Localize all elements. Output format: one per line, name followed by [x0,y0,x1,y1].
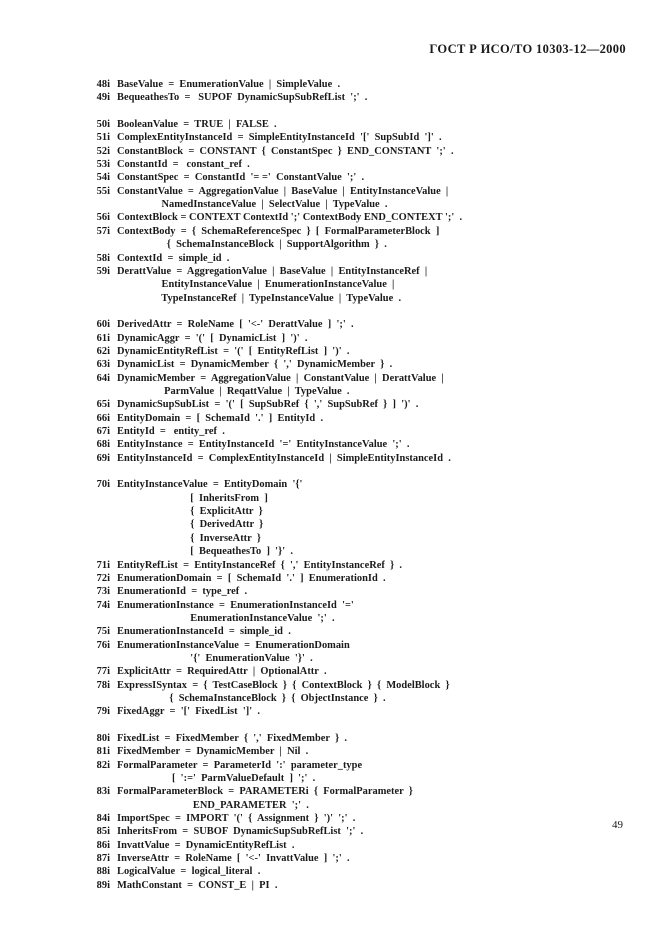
page-number: 49 [612,819,623,831]
grammar-rule-line: EntityInstanceId = ComplexEntityInstanceId | SimpleEntityInstanceId . [117,452,451,464]
grammar-rule-number: 76i [96,639,110,651]
grammar-rule [88,585,608,598]
grammar-rule-number: 49i [96,92,110,104]
grammar-rule [88,265,608,305]
grammar-rule-continuation-line: { SchemaInstanceBlock } { ObjectInstance } . [117,692,386,704]
grammar-rule-continuation-line: { SchemaInstanceBlock | SupportAlgorithm } . [117,239,387,251]
grammar-rule-number: 62i [96,345,110,357]
grammar-rule [88,438,608,451]
grammar-rule-text [117,372,608,399]
grammar-rule-text [117,78,608,91]
grammar-rule [88,852,608,865]
grammar-rule-number: 57i [96,225,110,237]
grammar-rule-line: ComplexEntityInstanceId = SimpleEntityInstanceId '[' SupSubId ']' . [117,132,442,144]
grammar-rule [88,625,608,638]
grammar-rule-line: DynamicAggr = '(' [ DynamicList ] ')' . [117,332,308,344]
grammar-rule [88,332,608,345]
grammar-rule-line: EntityDomain = [ SchemaId '.' ] EntityId . [117,412,324,424]
grammar-rule-continuation-line: { InverseAttr } [117,532,261,544]
grammar-rule-line: EntityInstance = EntityInstanceId '=' EntityInstanceValue ';' . [117,439,410,451]
grammar-rule [88,185,608,212]
grammar-rule [88,358,608,371]
grammar-rule-line: ExpressISyntax = { TestCaseBlock } { ContextBlock } { ModelBlock } [117,679,450,691]
grammar-rule [88,478,608,558]
grammar-rule-line: BaseValue = EnumerationValue | SimpleValue . [117,79,341,90]
grammar-rule-line: FormalParameterBlock = PARAMETERi { FormalParameter } [117,786,413,798]
grammar-rule [88,759,608,786]
grammar-rule-text [117,252,608,265]
grammar-rule-continuation-line: [ ':=' ParmValueDefault ] ';' . [117,773,316,785]
grammar-rule-text [117,825,608,838]
grammar-rule [88,171,608,184]
grammar-rule-text [117,358,608,371]
grammar-rule-line: FixedList = FixedMember { ',' FixedMember } . [117,733,348,745]
grammar-rule-text [117,745,608,758]
grammar-rule-line: ConstantValue = AggregationValue | BaseValue | EntityInstanceValue | [117,185,449,197]
grammar-rule-line: ContextBody = { SchemaReferenceSpec } [ FormalParameterBlock ] [117,225,440,237]
grammar-rule [88,345,608,358]
grammar-rule [88,158,608,171]
grammar-rule-text [117,759,608,786]
grammar-rule-text [117,478,608,558]
grammar-rule-continuation-line: ParmValue | ReqattValue | TypeValue . [117,386,350,397]
grammar-rule-number: 71i [96,559,110,571]
grammar-rule [88,745,608,758]
grammar-rule-text [117,211,608,224]
grammar-rule [88,865,608,878]
running-header-standard-title: ГОСТ Р ИСО/ТО 10303-12—2000 [429,42,626,56]
grammar-rule-line: ExplicitAttr = RequiredAttr | OptionalAttr . [117,666,327,678]
grammar-rule-number: 48i [96,79,110,90]
grammar-production-list [88,78,608,892]
grammar-rule-text [117,318,608,331]
grammar-rule-line: FixedMember = DynamicMember | Nil . [117,746,309,758]
grammar-rule-line: ConstantSpec = ConstantId '= =' ConstantValue ';' . [117,172,365,184]
grammar-rule-number: 66i [96,412,110,424]
grammar-rule-line: FixedAggr = '[' FixedList ']' . [117,706,260,718]
grammar-rule-number: 80i [96,733,110,745]
grammar-rule-number: 63i [96,359,110,371]
grammar-rule-text [117,852,608,865]
grammar-rule-line: BooleanValue = TRUE | FALSE . [117,119,277,131]
grammar-rule-text [117,705,608,718]
grammar-rule [88,398,608,411]
grammar-rule-line: BequeathesTo = SUPOF DynamicSupSubRefList ';' . [117,92,368,104]
grammar-rule-number: 65i [96,399,110,411]
grammar-rule-text [117,639,608,666]
grammar-rule-line: InvattValue = DynamicEntityRefList . [117,839,295,851]
grammar-rule-text [117,438,608,451]
grammar-rule [88,839,608,852]
grammar-rule-text [117,425,608,438]
grammar-rule-text [117,559,608,572]
grammar-rule [88,572,608,585]
grammar-rule-continuation-line: EnumerationInstanceValue ';' . [117,612,335,624]
grammar-rule-number: 51i [96,132,110,144]
grammar-rule [88,225,608,252]
grammar-rule-text [117,118,608,131]
grammar-rule [88,118,608,131]
grammar-rule-continuation-line: TypeInstanceRef | TypeInstanceValue | TypeValue . [117,292,402,304]
grammar-rule-line: DynamicEntityRefList = '(' [ EntityRefList ] ')' . [117,345,350,357]
grammar-rule-number: 78i [96,679,110,691]
grammar-rule-number: 86i [96,839,110,851]
grammar-rule-number: 79i [96,706,110,718]
grammar-rule-line: DerattValue = AggregationValue | BaseValue | EntityInstanceRef | [117,265,428,277]
grammar-rule [88,372,608,399]
grammar-rule-text [117,785,608,812]
grammar-rule-number: 84i [96,813,110,825]
grammar-rule-text [117,665,608,678]
grammar-rule-continuation-line: { ExplicitAttr } [117,506,263,518]
grammar-rule [88,452,608,465]
grammar-rule-number: 67i [96,426,110,438]
grammar-rule-text [117,679,608,706]
grammar-rule [88,732,608,745]
grammar-rule-number: 88i [96,866,110,878]
grammar-rule-text [117,839,608,852]
grammar-rule-line: EnumerationInstanceId = simple_id . [117,626,291,638]
grammar-rule-number: 81i [96,746,110,758]
grammar-rule [88,412,608,425]
grammar-rule-number: 52i [96,145,110,157]
grammar-rule [88,425,608,438]
grammar-rule-text [117,452,608,465]
grammar-rule-text [117,158,608,171]
grammar-rule-text [117,225,608,252]
grammar-rule-continuation-line: [ InheritsFrom ] [117,492,268,504]
grammar-rule [88,599,608,626]
grammar-rule-line: ContextBlock = CONTEXT ContextId ';' ContextBody END_CONTEXT ';' . [117,212,463,224]
grammar-rule [88,78,608,91]
grammar-rule-text [117,131,608,144]
grammar-group-separator [88,305,608,318]
grammar-rule-number: 53i [96,159,110,171]
grammar-rule-line: InverseAttr = RoleName [ '<-' InvattValue ] ';' . [117,853,350,865]
grammar-rule-text [117,332,608,345]
grammar-rule-text [117,879,608,892]
grammar-rule-line: ImportSpec = IMPORT '(' { Assignment } ')' ';' . [117,813,356,825]
grammar-rule [88,91,608,104]
grammar-rule-text [117,732,608,745]
grammar-rule-line: LogicalValue = logical_literal . [117,866,261,878]
grammar-rule-continuation-line: '{' EnumerationValue '}' . [117,652,313,664]
grammar-rule-number: 85i [96,826,110,838]
grammar-rule-line: DynamicSupSubList = '(' [ SupSubRef { ',' SupSubRef } ] ')' . [117,399,419,411]
grammar-rule-continuation-line: NamedInstanceValue | SelectValue | TypeValue . [117,199,388,211]
grammar-rule [88,705,608,718]
grammar-rule [88,145,608,158]
grammar-rule-number: 75i [96,626,110,638]
grammar-rule-text [117,145,608,158]
grammar-group-separator [88,465,608,478]
grammar-rule-number: 55i [96,185,110,197]
grammar-rule [88,825,608,838]
grammar-rule [88,812,608,825]
grammar-rule-text [117,625,608,638]
grammar-rule-text [117,398,608,411]
grammar-rule-line: FormalParameter = ParameterId ':' parameter_type [117,759,363,771]
grammar-rule [88,252,608,265]
grammar-rule-continuation-line: [ BequeathesTo ] '}' . [117,546,293,558]
grammar-rule-number: 56i [96,212,110,224]
grammar-rule-line: MathConstant = CONST_E | PI . [117,879,278,891]
grammar-rule-text [117,185,608,212]
grammar-rule-line: EnumerationInstanceValue = EnumerationDomain [117,639,350,651]
grammar-rule-line: EnumerationId = type_ref . [117,586,248,598]
grammar-rule-line: EntityInstanceValue = EntityDomain '{' [117,479,303,491]
grammar-rule-text [117,171,608,184]
grammar-rule-number: 89i [96,879,110,891]
grammar-rule-line: EnumerationDomain = [ SchemaId '.' ] EnumerationId . [117,572,386,584]
grammar-rule-text [117,599,608,626]
grammar-rule-number: 73i [96,586,110,598]
grammar-rule-line: DynamicMember = AggregationValue | ConstantValue | DerattValue | [117,372,444,384]
grammar-rule-text [117,812,608,825]
grammar-rule-number: 54i [96,172,110,184]
grammar-rule-line: ConstantBlock = CONSTANT { ConstantSpec } END_CONSTANT ';' . [117,145,454,157]
grammar-rule-number: 60i [96,319,110,331]
grammar-rule-line: DynamicList = DynamicMember { ',' DynamicMember } . [117,359,393,371]
grammar-rule-number: 70i [96,479,110,491]
grammar-rule [88,559,608,572]
grammar-rule-text [117,865,608,878]
grammar-rule [88,879,608,892]
grammar-rule-number: 83i [96,786,110,798]
grammar-rule [88,318,608,331]
grammar-rule-number: 61i [96,332,110,344]
grammar-rule [88,639,608,666]
grammar-group-separator [88,105,608,118]
grammar-rule-number: 82i [96,759,110,771]
grammar-rule-number: 68i [96,439,110,451]
grammar-rule-continuation-line: END_PARAMETER ';' . [117,799,309,811]
grammar-rule-number: 69i [96,452,110,464]
grammar-rule-line: InheritsFrom = SUBOF DynamicSupSubRefList ';' . [117,826,364,838]
grammar-rule-number: 87i [96,853,110,865]
grammar-rule [88,131,608,144]
grammar-rule-number: 72i [96,572,110,584]
grammar-rule [88,679,608,706]
grammar-rule-text [117,412,608,425]
grammar-rule-text [117,585,608,598]
grammar-rule-number: 58i [96,252,110,264]
grammar-rule-text [117,91,608,104]
grammar-rule-line: EnumerationInstance = EnumerationInstanceId '=' [117,599,354,611]
grammar-rule-number: 77i [96,666,110,678]
grammar-rule [88,211,608,224]
grammar-rule-text [117,265,608,305]
grammar-group-separator [88,719,608,732]
grammar-rule-line: ConstantId = constant_ref . [117,159,250,171]
grammar-rule-continuation-line: EntityInstanceValue | EnumerationInstanceValue | [117,279,395,291]
grammar-rule-number: 50i [96,119,110,131]
grammar-rule-number: 64i [96,372,110,384]
grammar-rule-text [117,572,608,585]
grammar-rule-line: DerivedAttr = RoleName [ '<-' DerattValue ] ';' . [117,319,354,331]
grammar-rule [88,665,608,678]
grammar-rule-line: EntityRefList = EntityInstanceRef { ',' EntityInstanceRef } . [117,559,403,571]
grammar-rule-line: EntityId = entity_ref . [117,426,225,438]
grammar-rule-continuation-line: { DerivedAttr } [117,519,264,531]
grammar-rule-line: ContextId = simple_id . [117,252,230,264]
grammar-rule-text [117,345,608,358]
grammar-rule [88,785,608,812]
grammar-rule-number: 59i [96,265,110,277]
grammar-rule-number: 74i [96,599,110,611]
